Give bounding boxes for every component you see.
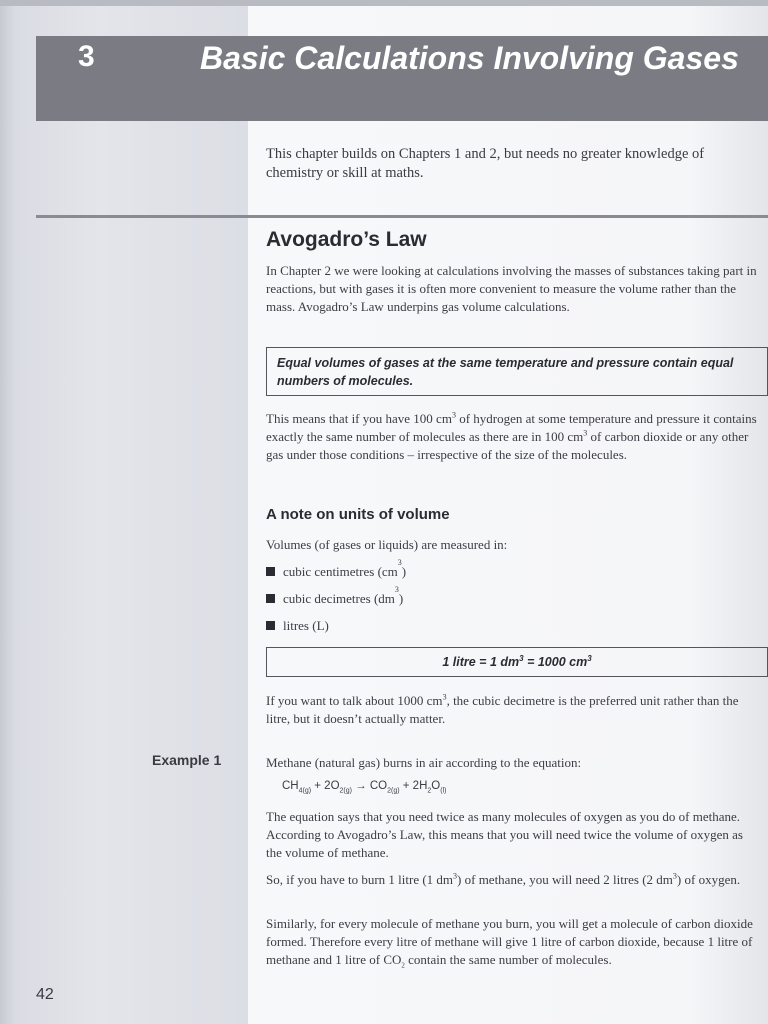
page-top-edge bbox=[0, 0, 768, 6]
page-number: 42 bbox=[36, 986, 54, 1003]
section-heading-avogadro: Avogadro’s Law bbox=[266, 228, 427, 251]
avogadro-paragraph-2: This means that if you have 100 $cm^3$ of hydrogen at some temperature and pressure it contains exactly the same number of molecules as there are in 100 $cm^3$ of carbon dioxide or any other gas under those conditions – irrespective of the size of the molecules. bbox=[266, 410, 757, 462]
example-intro: Methane (natural gas) burns in air according to the equation: bbox=[266, 755, 582, 770]
units-intro: Volumes (of gases or liquids) are measured in: bbox=[266, 537, 508, 552]
bullet-square-icon bbox=[266, 567, 275, 576]
units-note: If you want to talk about 1000 $cm^3$, the cubic decimetre is the preferred unit rather than the litre, but it doesn’t actually matter. bbox=[266, 692, 739, 726]
example-paragraph-1: The equation says that you need twice as many molecules of oxygen as you do of methane. According to Avogadro’s Law, this means that you will need twice the volume of oxygen as the volume of methane. bbox=[266, 809, 743, 860]
chapter-number: 3 bbox=[78, 40, 95, 73]
combustion-equation: $CH_{4(g)} + 2O_{2(g)} \to CO_{2(g)} + 2H_2O_{(l)}$ bbox=[282, 780, 447, 795]
chapter-title: Basic Calculations Involving Gases bbox=[200, 40, 739, 76]
units-list bbox=[266, 558, 407, 644]
list-item: cubic decimetres (dm 3 ) bbox=[266, 590, 406, 617]
example-label: Example 1 bbox=[152, 752, 222, 768]
example-paragraph-2: So, if you have to burn 1 litre (1 $dm^3$) of methane, you will need 2 litres (2 $dm^3$) of oxygen. bbox=[266, 871, 741, 887]
list-item: cubic centimetres (cm 3 ) bbox=[266, 563, 406, 590]
section-divider bbox=[36, 215, 768, 218]
example-paragraph-3: Similarly, for every molecule of methane you burn, you will get a molecule of carbon dioxide formed. Therefore every litre of methane will give 1 litre of carbon dioxide, because 1 litre of methane and 1 litre of $CO_2$ contain the same number of molecules. bbox=[266, 916, 753, 970]
avogadro-paragraph-1: In Chapter 2 we were looking at calculations involving the masses of substances taking part in reactions, but with gases it is often more convenient to measure the volume rather than the mass. Avogadro’s Law underpins gas volume calculations. bbox=[266, 263, 757, 314]
bullet-square-icon bbox=[266, 594, 275, 603]
chapter-intro: This chapter builds on Chapters 1 and 2, but needs no greater knowledge of chemistry or skill at maths. bbox=[266, 146, 705, 181]
law-statement: Equal volumes of gases at the same temperature and pressure contain equal numbers of molecules. bbox=[277, 356, 734, 388]
bullet-square-icon bbox=[266, 621, 275, 630]
left-margin-panel bbox=[0, 0, 248, 1024]
subheading-units: A note on units of volume bbox=[266, 506, 450, 523]
list-item: litres (L) bbox=[266, 617, 406, 644]
law-statement-box bbox=[266, 347, 768, 396]
litre-conversion-box: 1 litre = 1 $dm^3 = 1000$ $cm^3$ bbox=[266, 647, 768, 677]
